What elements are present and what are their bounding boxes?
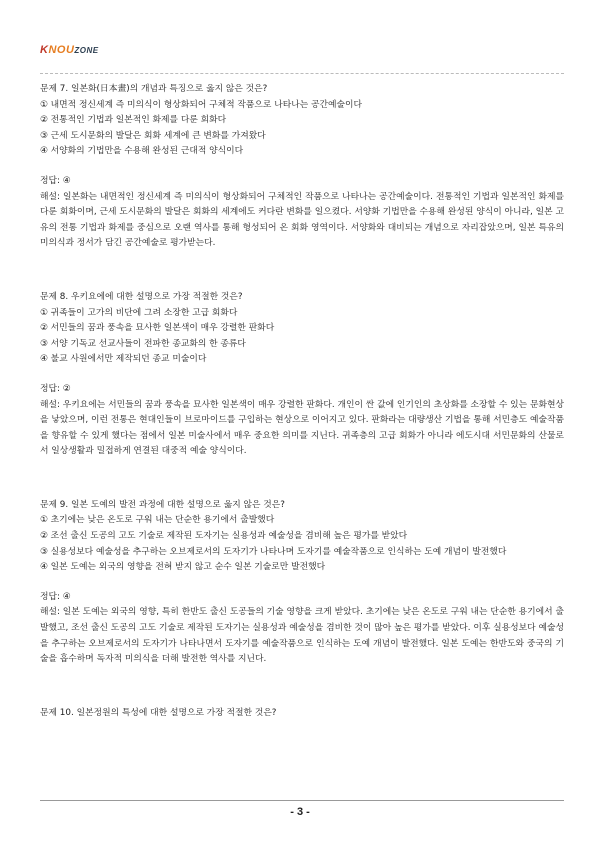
option-item: ④ 일본 도예는 외국의 영향을 전혀 받지 않고 순수 일본 기술로만 발전했다 (40, 562, 326, 573)
option-item: ③ 실용성보다 예술성을 추구하는 오브제로서의 도자기가 나타나며 도자기를 예술작품으로 인식하는 도예 개념이 발전했다 (40, 546, 507, 557)
question-block (40, 498, 564, 668)
page-header (40, 44, 564, 64)
question-title: 문제 10. 일본정원의 특성에 대한 설명으로 가장 적절한 것은? (40, 707, 277, 718)
option-item: ③ 서양 기독교 선교사들이 전파한 종교화의 한 종류다 (40, 338, 246, 349)
question-title: 문제 8. 우키요에에 대한 설명으로 가장 적절한 것은? (40, 291, 243, 302)
option-item: ② 조선 출신 도공의 고도 기술로 제작된 도자기는 실용성과 예술성을 겸비해 높은 평가를 받았다 (40, 531, 408, 542)
question-title: 문제 9. 일본 도예의 발전 과정에 대한 설명으로 옳지 않은 것은? (40, 499, 285, 510)
footer-divider (40, 800, 564, 801)
question-title: 문제 7. 일본화(日本畫)의 개념과 특징으로 옳지 않은 것은? (40, 84, 268, 94)
page-number: - 3 - (290, 806, 310, 818)
explanation-text: 해설: 일본 도예는 외국의 영향, 특히 한반도 출신 도공들의 기술 영향을 크게 받았다. 초기에는 낮은 온도로 구워 내는 단순한 용기에서 출발했고, 조선 출신 도공의 고도 기술로 제작된 도자기는 실용성과 예술성을 겸비한 것이 많아 높은 평가를 받았다. 이후 실용성보다 예술성을 추구하는 오브제로서의 도자기가 나타나면서 도자기를 예술작품으로 인식하는 도예 개념이 발전했다. 일본 도예는 한반도와 중국의 기술을 흡수하며 독자적 미의식을 더해 발전한 역사를 지닌다. (40, 607, 564, 665)
question-block (40, 82, 564, 252)
explanation-text: 해설: 우키요에는 서민들의 꿈과 풍속을 묘사한 일본색이 매우 강렬한 판화다. 개인이 싼 값에 인기인의 초상화를 소장할 수 있는 문화현상을 낳았으며, 이런 전통은 현대인들이 브로마이드를 구입하는 현상으로 이어지고 있다. 판화라는 대량생산 기법을 통해 서민층도 예술작품을 향유할 수 있게 했다는 점에서 일본 미술사에서 매우 중요한 의미를 지닌다. 귀족층의 고급 회화가 아니라 에도시대 서민문화의 산물로서 일상생활과 밀접하게 연결된 대중적 예술 양식이다. (40, 399, 564, 457)
option-item: ④ 불교 사원에서만 제작되던 종교 미술이다 (40, 354, 207, 365)
option-item: ① 초기에는 낮은 온도로 구워 내는 단순한 용기에서 출발했다 (40, 515, 275, 526)
document-body (40, 82, 564, 721)
question-block (40, 706, 564, 722)
answer-line: 정답: ④ (40, 591, 71, 602)
option-item: ① 귀족들이 고가의 비단에 그려 소장한 고급 회화다 (40, 307, 238, 318)
header-divider (40, 73, 564, 74)
option-item: ③ 근세 도시문화의 발달은 회화 세계에 큰 변화를 가져왔다 (40, 130, 266, 141)
option-item: ② 전통적인 기법과 일본적인 화제를 다룬 회화다 (40, 115, 227, 126)
option-item: ④ 서양화의 기법만을 수용해 완성된 근대적 양식이다 (40, 146, 244, 157)
explanation-text: 해설: 일본화는 내면적인 정신세계 즉 미의식이 형상화되어 구체적인 작품으로 나타나는 공간예술이다. 전통적인 기법과 일본적인 화제를 다룬 회화이며, 근세 도시문화의 발달은 회화의 세계에도 커다란 변화를 일으켰다. 서양화 기법만을 수용해 완성된 양식이 아니라, 일본 고유의 전통 기법과 화제를 중심으로 오랜 역사를 통해 형성되어 온 회화 영역이다. 서양화와 대비되는 개념으로 자리잡았으며, 일본 특유의 미의식과 정서가 담긴 공간예술로 평가받는다. (40, 191, 564, 249)
answer-line: 정답: ② (40, 383, 71, 394)
option-item: ① 내면적 정신세계 즉 미의식이 형상화되어 구체적 작품으로 나타나는 공간예술이다 (40, 99, 362, 110)
option-item: ② 서민들의 꿈과 풍속을 묘사한 일본색이 매우 강렬한 판화다 (40, 323, 275, 334)
question-block (40, 290, 564, 460)
knouzone-logo: KNOUZONE (40, 44, 99, 56)
answer-line: 정답: ④ (40, 175, 71, 186)
